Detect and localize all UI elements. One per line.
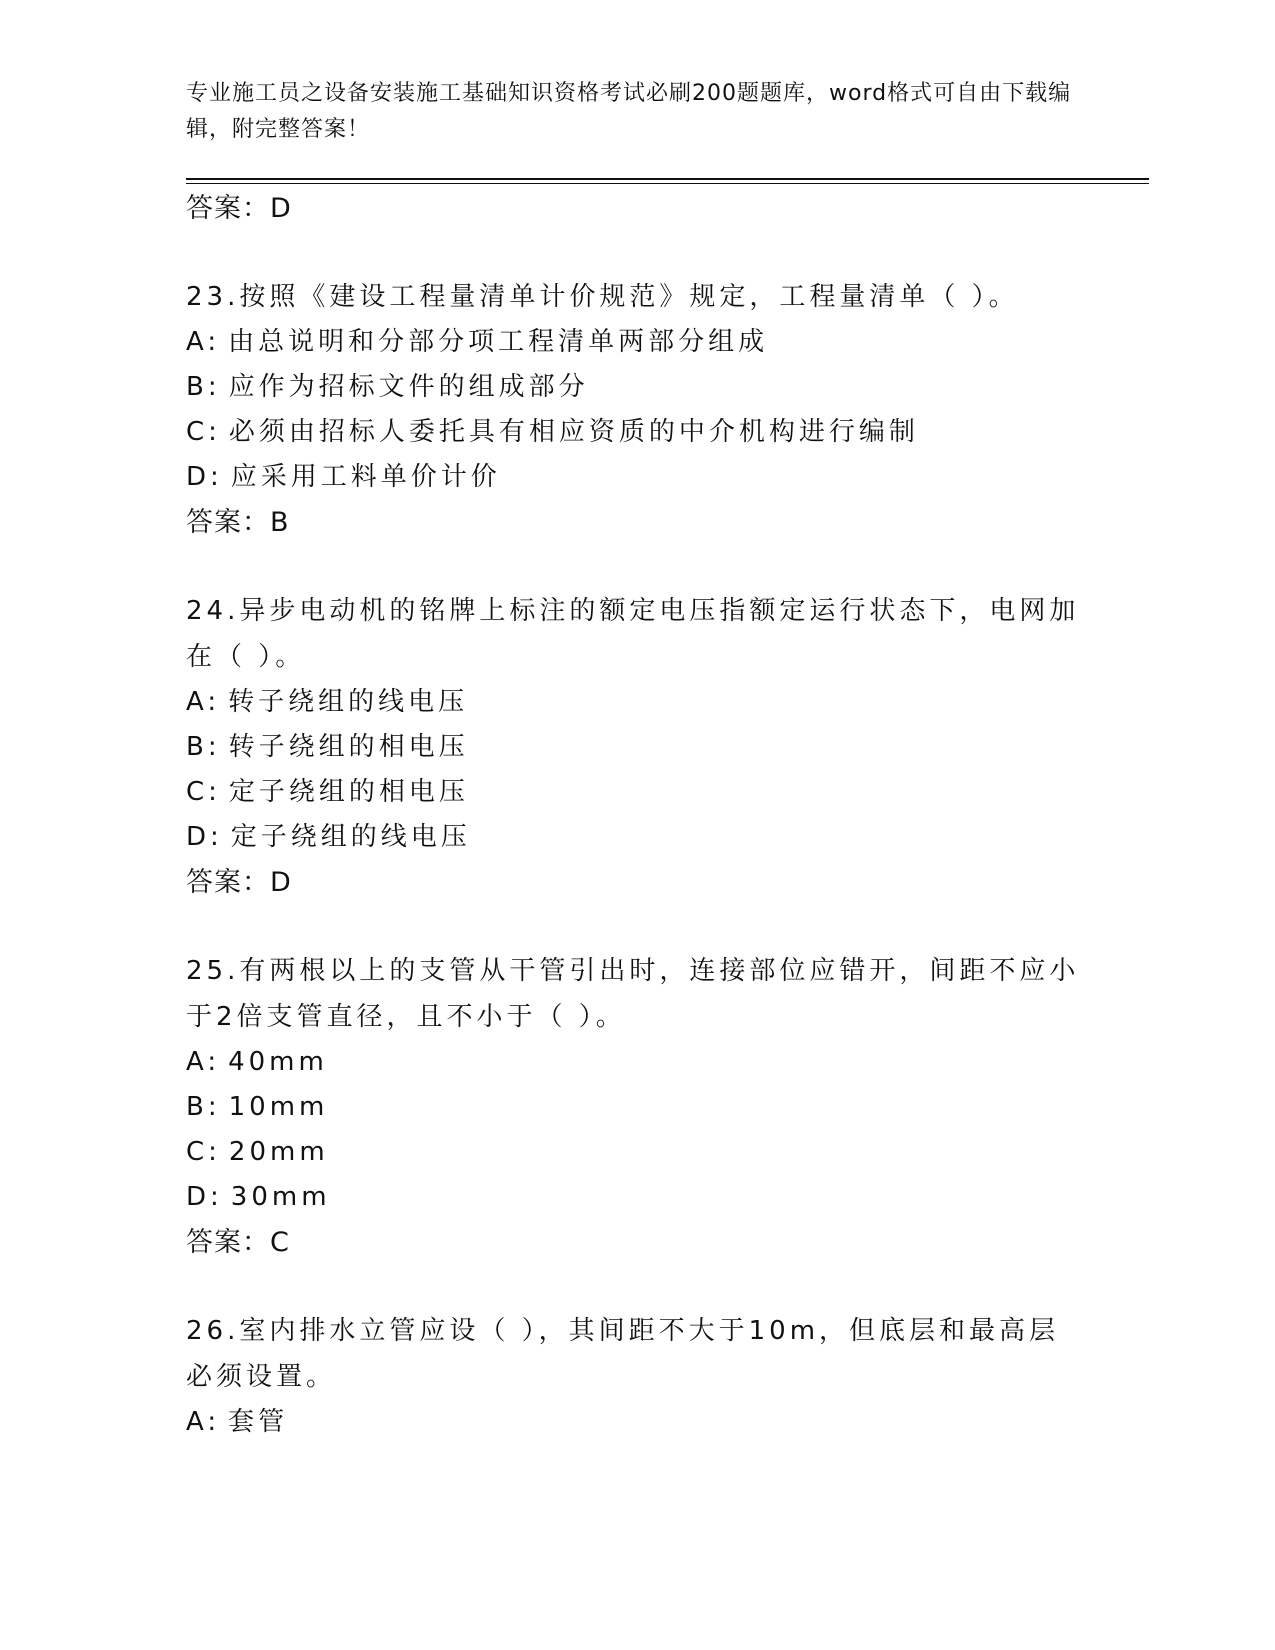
question-text: 26.室内排水立管应设（ ），其间距不大于10m，但底层和最高层必须设置。 [186,1316,1060,1392]
header-title: 专业施工员之设备安装施工基础知识资格考试必刷200题题库，word格式可自由下载编辑，附完整答案！ [186,81,1072,142]
answer-value: D [270,867,292,898]
answer-value: B [270,507,290,538]
option-text: 定子绕组的线电压 [230,822,471,852]
option-text: 套管 [228,1407,289,1437]
option-d [186,1175,1086,1220]
document-header [186,76,1086,148]
option-key: A: [186,687,221,717]
header-rule-thin [186,183,1149,184]
option-d [186,815,1086,860]
option-d [186,455,1086,500]
answer-label: 答案： [186,193,270,224]
question-text: 24.异步电动机的铭牌上标注的额定电压指额定运行状态下，电网加在（ ）。 [186,596,1080,672]
option-key: B: [186,1092,221,1122]
option-key: A: [186,1047,221,1077]
answer-label: 答案： [186,1227,270,1258]
option-key: D: [186,462,223,492]
answer-line-22 [186,186,1086,232]
option-key: D: [186,1182,223,1212]
option-text: 应采用工料单价计价 [230,462,501,492]
document-body [186,186,1086,1445]
option-key: B: [186,372,221,402]
option-text: 应作为招标文件的组成部分 [228,372,589,402]
question-25 [186,948,1086,1266]
answer-value: C [270,1227,290,1258]
option-key: D: [186,822,223,852]
question-text: 23.按照《建设工程量清单计价规范》规定，工程量清单（ ）。 [186,282,1019,312]
option-b [186,725,1086,770]
option-text: 10mm [228,1092,329,1122]
option-key: A: [186,1407,221,1437]
option-a [186,1040,1086,1085]
question-26 [186,1308,1086,1445]
option-c [186,1130,1086,1175]
option-text: 由总说明和分部分项工程清单两部分组成 [228,327,769,357]
question-24 [186,588,1086,906]
answer-line [186,500,1086,546]
option-b [186,1085,1086,1130]
option-c [186,410,1086,455]
option-b [186,365,1086,410]
option-key: C: [186,777,221,807]
option-a [186,320,1086,365]
option-a [186,1400,1086,1445]
option-text: 30mm [230,1182,331,1212]
option-a [186,680,1086,725]
question-23 [186,274,1086,546]
option-text: 转子绕组的线电压 [228,687,469,717]
question-text: 25.有两根以上的支管从干管引出时，连接部位应错开，间距不应小于2倍支管直径，且不小于（ ）。 [186,956,1080,1032]
option-text: 必须由招标人委托具有相应资质的中介机构进行编制 [228,417,919,447]
answer-label: 答案： [186,507,270,538]
option-text: 20mm [228,1137,329,1167]
option-c [186,770,1086,815]
answer-line [186,1220,1086,1266]
option-key: C: [186,1137,221,1167]
option-key: C: [186,417,221,447]
answer-label: 答案： [186,867,270,898]
header-rule-thick [186,178,1149,180]
answer-line [186,860,1086,906]
option-text: 转子绕组的相电压 [228,732,469,762]
option-text: 定子绕组的相电压 [228,777,469,807]
option-key: B: [186,732,221,762]
option-key: A: [186,327,221,357]
option-text: 40mm [228,1047,328,1077]
answer-value: D [270,193,292,224]
